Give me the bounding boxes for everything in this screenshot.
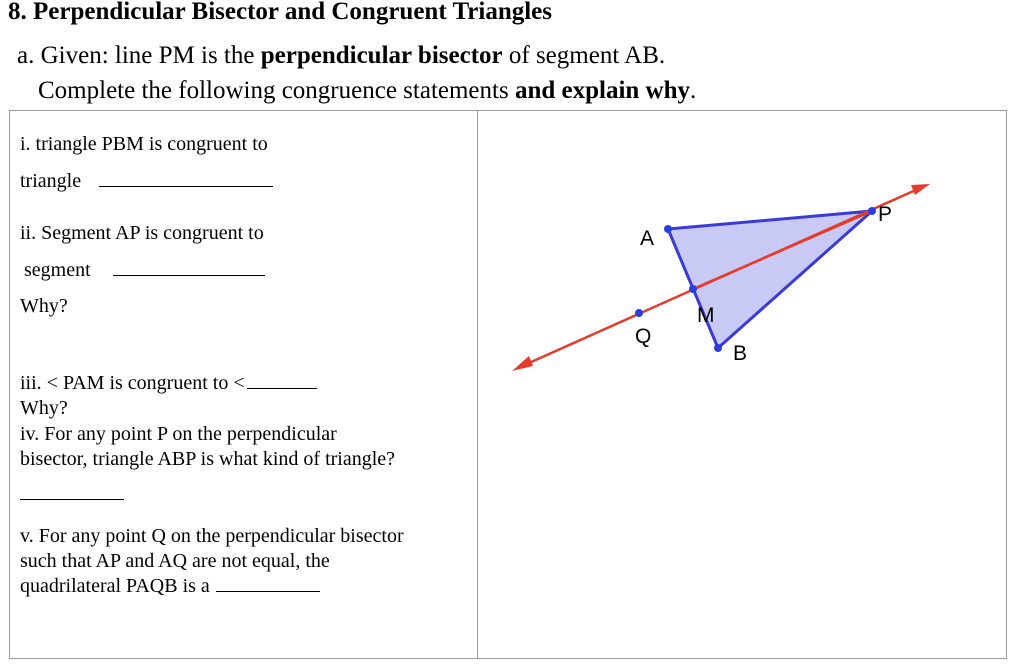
question-ii-why: Why? — [20, 295, 68, 317]
question-i-line1: i. triangle PBM is congruent to — [20, 133, 268, 155]
point-b[interactable] — [714, 344, 722, 352]
label-a: A — [640, 227, 655, 250]
question-v-line1: v. For any point Q on the perpendicular bisector — [20, 525, 404, 547]
question-v-line2: such that AP and AQ are not equal, the — [20, 550, 330, 572]
question-ii-label: segment — [24, 259, 91, 281]
instruction-prefix: Complete the following congruence statements — [38, 77, 515, 104]
instruction-bold: and explain why — [514, 77, 691, 104]
instruction-suffix: . — [690, 77, 697, 104]
question-iv-line1: iv. For any point P on the perpendicular — [20, 423, 337, 445]
label-m: M — [697, 304, 715, 327]
question-ii-line1: ii. Segment AP is congruent to — [20, 222, 264, 244]
question-iii-why: Why? — [20, 397, 68, 419]
point-m[interactable] — [689, 285, 697, 293]
triangle-apb — [668, 211, 872, 348]
section-heading: 8. Perpendicular Bisector and Congruent Triangles — [8, 0, 552, 25]
label-p: P — [878, 203, 893, 226]
point-a[interactable] — [664, 225, 672, 233]
point-p[interactable] — [868, 207, 876, 215]
label-q: Q — [635, 325, 652, 348]
point-q[interactable] — [635, 309, 643, 317]
arrow-right-icon — [911, 184, 930, 195]
question-i-label: triangle — [20, 170, 82, 192]
given-prefix: a. Given: line PM is the — [17, 42, 261, 69]
question-v-label: quadrilateral PAQB is a — [20, 575, 210, 597]
given-suffix: of segment AB. — [502, 42, 666, 69]
question-iv-line2: bisector, triangle ABP is what kind of triangle? — [20, 448, 396, 470]
arrow-left-icon — [512, 356, 533, 371]
question-iii-label: iii. < PAM is congruent to < — [20, 372, 245, 394]
label-b: B — [733, 342, 748, 365]
given-bold: perpendicular bisector — [260, 42, 503, 69]
